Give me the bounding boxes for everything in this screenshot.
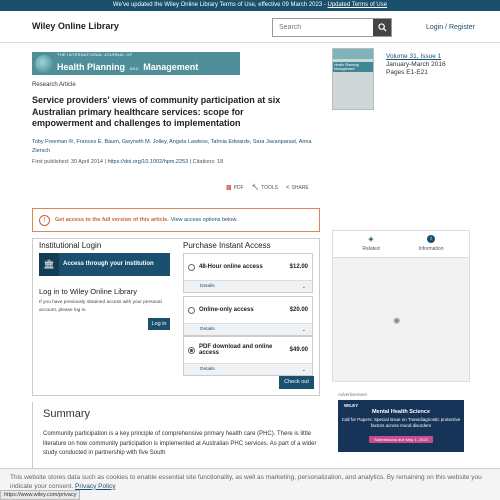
cover-header	[333, 49, 373, 59]
pdf-label: PDF	[233, 184, 244, 191]
option-label: PDF download and online access	[199, 343, 273, 356]
share-icon: <	[286, 184, 290, 191]
option-price: $49.00	[289, 347, 308, 353]
issue-pages: Pages E1-E21	[386, 69, 428, 76]
summary-section	[32, 402, 320, 472]
cookie-message: This website stores data such as cookies to enable essential site functionality, as well as marketing, personalization, and analytics. By remaining on this website you indicate your consent.	[10, 474, 482, 490]
login-register-link[interactable]: Login / Register	[426, 24, 476, 31]
volume-issue-link[interactable]: Volume 31, Issue 1	[386, 53, 442, 60]
cover-title: Health Planning Management	[333, 62, 373, 72]
author-list[interactable]: Toby Freeman ✉, Frances E. Baum, Gwyneth M. Jolley, Angela Lawless, Tahnia Edwards, Sara Javanparast, Anna Ziersch	[32, 139, 312, 154]
institution-access-label: Access through your institution	[63, 261, 154, 267]
status-bar-url: https://www.wiley.com/privacy	[0, 490, 80, 500]
tools-label: TOOLS	[261, 184, 279, 191]
site-logo[interactable]: Wiley Online Library	[32, 21, 119, 31]
option-price: $12.00	[289, 264, 308, 270]
alert-icon: !	[39, 215, 50, 226]
site-header	[0, 11, 500, 43]
login-description: If you have previously obtained access with your personal account, please log in.	[39, 300, 162, 313]
purchase-option[interactable]	[183, 336, 313, 376]
login-title: Log in to Wiley Online Library	[39, 287, 137, 296]
banner-and: AND	[129, 66, 139, 71]
purchase-option[interactable]	[183, 296, 313, 336]
wrench-icon: 🔧	[251, 185, 260, 191]
tab-related-label: Related	[362, 246, 380, 252]
related-icon: ◈	[368, 236, 374, 243]
institutional-login-title: Institutional Login	[39, 241, 102, 250]
access-options-link[interactable]: View access options below.	[170, 217, 238, 223]
option-radio[interactable]	[188, 307, 195, 314]
login-button[interactable]: Log in	[148, 318, 170, 330]
option-details-toggle[interactable]	[184, 363, 312, 375]
pdf-tool[interactable]	[226, 184, 244, 191]
updated-terms-link[interactable]: Updated Terms of Use	[327, 2, 388, 8]
share-tool[interactable]	[286, 184, 309, 191]
first-published-date: 30 April 2014	[70, 159, 103, 165]
option-radio[interactable]	[188, 264, 195, 271]
details-label: Details	[200, 327, 215, 332]
article-type: Research Article	[32, 82, 76, 88]
ad-title: Mental Health Science	[371, 409, 431, 415]
search-input[interactable]	[273, 19, 373, 36]
summary-text: Community participation is a key principle of comprehensive primary health care (PHC). There is little literature on how community participation is implemented at Australian PHC services. As part of a wider study conducted in partnership with five South	[43, 431, 317, 456]
option-details-toggle[interactable]	[184, 280, 312, 292]
side-tabs	[333, 231, 469, 258]
terms-notice-bar	[0, 0, 500, 11]
tab-information-label: Information	[418, 246, 444, 252]
article-title: Service providers' views of community participation at six Australian primary healthcare services: scope for empowerment and challenges to implementation	[32, 95, 281, 128]
institution-access-button[interactable]	[39, 253, 170, 276]
chevron-down-icon: ⌄	[301, 284, 306, 290]
purchase-title: Purchase Instant Access	[183, 241, 271, 250]
search-icon	[378, 23, 387, 32]
summary-title: Summary	[43, 408, 91, 420]
search-button[interactable]	[373, 19, 391, 36]
chevron-down-icon: ⌄	[301, 327, 306, 333]
citations-count[interactable]: Citations: 18	[192, 159, 224, 165]
banner-title-2: Management	[143, 62, 199, 72]
article-tools	[226, 184, 309, 191]
privacy-policy-link[interactable]: Privacy Policy	[75, 482, 116, 490]
purchase-option[interactable]	[183, 253, 313, 293]
ad-subtitle: Call for Papers: Special issue on Transdiagnostic protective factors across mood disorders	[341, 417, 461, 428]
notice-text: We've updated the Wiley Online Library Terms of Use, effective 09 March 2023 -	[112, 2, 328, 8]
doi-link[interactable]: https://doi.org/10.1002/hpm.2253	[107, 159, 189, 165]
globe-icon	[35, 55, 53, 73]
pdf-icon: ▩	[226, 185, 232, 191]
banner-subtitle: THE INTERNATIONAL JOURNAL OF	[57, 52, 133, 57]
chevron-down-icon: ⌄	[301, 367, 306, 373]
first-published-label: First published:	[32, 159, 71, 165]
publication-info: First published: 30 April 2014 | https://doi.org/10.1002/hpm.2253 | Citations: 18	[32, 159, 224, 165]
issue-info	[386, 53, 446, 77]
advertisement-banner[interactable]	[338, 400, 464, 452]
details-label: Details	[200, 284, 215, 289]
alert-strong-text: Get access to the full version of this article.	[55, 217, 169, 223]
tab-related[interactable]	[353, 235, 389, 252]
option-label: 48-Hour online access	[199, 263, 263, 270]
access-alert	[32, 208, 320, 232]
ad-button[interactable]: Submissions due May 1, 2023	[369, 436, 433, 443]
advertisement-label: Advertisement	[338, 392, 367, 397]
option-label: Online-only access	[199, 306, 254, 313]
option-details-toggle[interactable]	[184, 323, 312, 335]
details-label: Details	[200, 367, 215, 372]
info-icon: i	[427, 235, 435, 243]
tab-information[interactable]	[413, 235, 449, 252]
journal-cover[interactable]	[332, 48, 374, 110]
tools-tool[interactable]	[252, 184, 278, 191]
checkout-button[interactable]: Check out	[279, 376, 314, 389]
option-radio-selected[interactable]	[188, 347, 195, 354]
journal-banner[interactable]	[32, 52, 240, 75]
cookie-text	[10, 474, 490, 491]
banner-title: Health Planning	[57, 62, 126, 72]
institution-icon: 🏛	[39, 253, 59, 276]
option-price: $20.00	[289, 307, 308, 313]
access-panel	[32, 238, 320, 396]
journal-banner-text	[57, 52, 198, 75]
ad-brand: WILEY	[344, 403, 359, 408]
loading-spinner-icon: ✺	[393, 316, 401, 326]
issue-date: January-March 2016	[386, 61, 446, 68]
search-box	[272, 18, 392, 37]
side-panel	[332, 230, 470, 382]
share-label: SHARE	[291, 184, 309, 191]
